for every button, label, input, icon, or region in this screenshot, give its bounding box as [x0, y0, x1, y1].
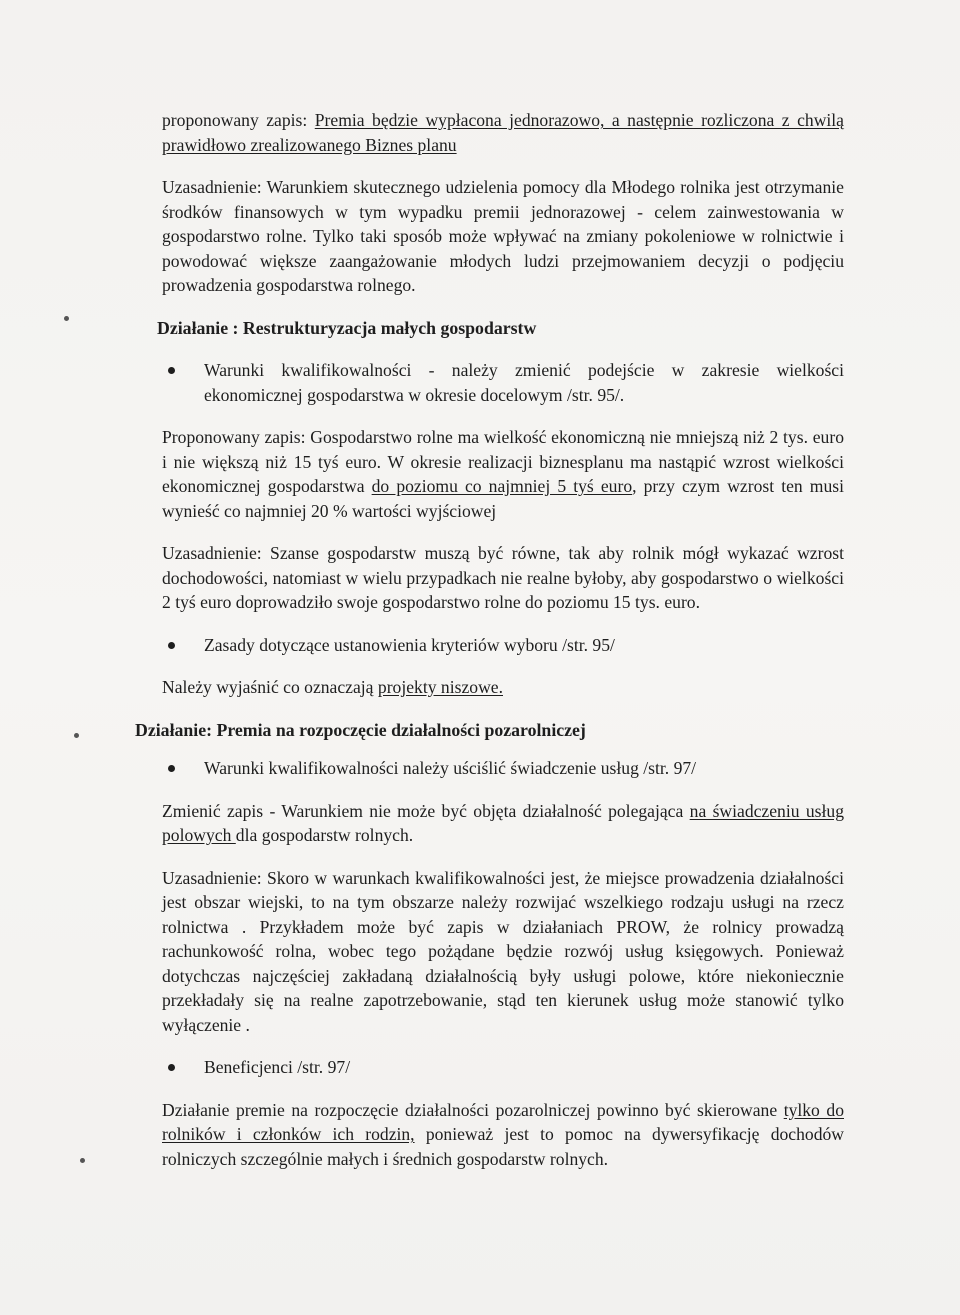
- change-entry-paragraph: [162, 799, 844, 848]
- paragraph-tail: ponieważ jest to pomoc na dywersyfikację dochodów rolniczych szczególnie małych i średnich gospodarstw rolnych.: [162, 1124, 845, 1169]
- paragraph-lead: Należy wyjaśnić co oznaczają: [162, 677, 378, 697]
- bullet-beneficiaries: [162, 1055, 844, 1080]
- section-heading-restructuring: Działanie : Restrukturyzacja małych gospodarstw: [157, 317, 537, 338]
- paragraph-lead: Działanie premie na rozpoczęcie działalności pozarolniczej powinno być skierowane: [162, 1099, 784, 1120]
- paragraph-underlined: do poziomu co najmniej 5 tyś euro: [371, 476, 633, 496]
- bullet-icon: [168, 765, 175, 772]
- justification-paragraph-1: Uzasadnienie: Warunkiem skutecznego udzielenia pomocy dla Młodego rolnika jest otrzymanie środków finansowych w tym wypadku premii jednorazowej - celem zainwestowania w gospodarstwo rolne. Tylko taki sposób może wpływać na zmiany pokoleniowe w rolnictwie i powodować większe zaangażowanie młodych ludzi przejmowaniem decyzji o podjęciu prowadzenia gospodarstwa rolnego.: [162, 177, 844, 295]
- bullet-text: Zasady dotyczące ustanowienia kryteriów wyboru /str. 95/: [204, 634, 615, 655]
- paragraph-underlined: na świadczeniu usług polowych: [162, 800, 844, 845]
- paragraph-tail: dla gospodarstw rolnych.: [235, 825, 414, 845]
- bullet-icon: [168, 1064, 175, 1071]
- bullet-selection-criteria: [162, 633, 844, 658]
- paragraph-lead: Proponowany zapis: Gospodarstwo rolne ma wielkość ekonomiczną nie mniejszą niż 2 tys. euro i nie większą niż 15 tyś euro. W okresie realizacji biznesplanu ma nastąpić wzrost wielkości ekonomicznej gospodarstwa: [162, 427, 844, 496]
- document-body: [135, 108, 845, 1189]
- bullet-eligibility-services: [162, 756, 844, 781]
- paragraph-lead: Zmienić zapis - Warunkiem nie może być objęta działalność polegająca: [162, 800, 690, 821]
- bullet-icon: [168, 367, 175, 374]
- justification-paragraph-3: Uzasadnienie: Skoro w warunkach kwalifikowalności jest, że miejsce prowadzenia działalności jest obszar wiejski, to na tym obszarze należy rozwijać wszelkiego rodzaju usługi na rzecz rolnictwa . Przykładem może być zapis w działaniach PROW, że rolnicy prowadzą rachunkowość rolna, wobec tego pożądane będzie rozwój usług księgowych. Ponieważ dotychczas najczęściej zakładaną działalnością były usługi polowe, które niekoniecznie przekładały się na realne zapotrzebowanie, stąd ten kierunek usług może stanowić tylko wyłączenie .: [162, 867, 844, 1035]
- bullet-eligibility-conditions: [162, 358, 844, 407]
- niche-projects-paragraph: [162, 675, 844, 700]
- proposed-entry-lead: proponowany zapis:: [162, 110, 315, 130]
- proposed-entry-paragraph-2: [162, 425, 844, 523]
- bullet-text: Warunki kwalifikowalności - należy zmienić podejście w zakresie wielkości ekonomicznej gospodarstwa w okresie docelowym /str. 95/.: [204, 360, 844, 405]
- bullet-text: Warunki kwalifikowalności należy uściślić świadczenie usług /str. 97/: [204, 758, 697, 778]
- paragraph-underlined: projekty niszowe.: [377, 677, 503, 697]
- proposed-entry-underlined: Premia będzie wypłacona jednorazowo, a następnie rozliczona z chwilą prawidłowo zrealizowanego Biznes planu: [162, 110, 844, 155]
- proposed-entry-paragraph: [162, 108, 844, 157]
- justification-paragraph-2: Uzasadnienie: Szanse gospodarstw muszą być równe, tak aby rolnik mógł wykazać wzrost dochodowości, natomiast w wielu przypadkach nie realne byłoby, aby gospodarstwo o wielkości 2 tyś euro doprowadziło swoje gospodarstwo rolne do poziomu 15 tys. euro.: [162, 543, 844, 612]
- bullet-icon: [168, 642, 175, 649]
- paragraph-tail: , przy czym wzrost ten musi wynieść co najmniej 20 % wartości wyjściowej: [162, 476, 845, 521]
- section-heading-premium: Działanie: Premia na rozpoczęcie działalności pozarolniczej: [135, 719, 586, 740]
- premium-scope-paragraph: [162, 1098, 844, 1172]
- margin-mark: [80, 1158, 85, 1163]
- paragraph-underlined: tylko do rolników i członków ich rodzin,: [162, 1099, 844, 1144]
- margin-mark: [64, 316, 69, 321]
- margin-mark: [74, 733, 79, 738]
- bullet-text: Beneficjenci /str. 97/: [204, 1057, 351, 1077]
